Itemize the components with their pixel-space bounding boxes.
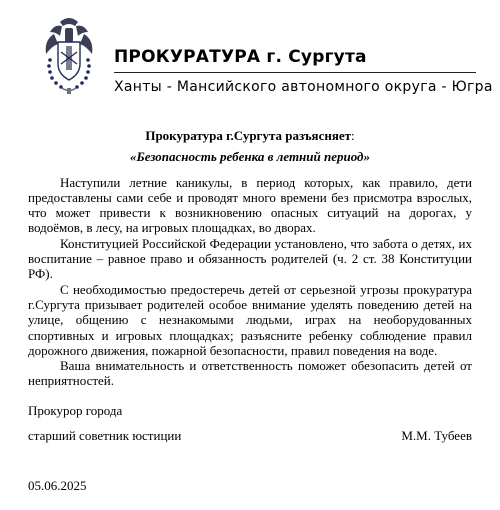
paragraph-4: Ваша внимательность и ответственность поможет обезопасить детей от неприятностей. [28, 358, 472, 389]
region-subtitle: Ханты - Мансийского автономного округа - Югра [114, 79, 493, 95]
document-title-suffix: : [351, 128, 355, 143]
document-subtitle: «Безопасность ребенка в летний период» [129, 149, 370, 165]
prosecutor-emblem-icon [40, 12, 98, 96]
document-body [28, 128, 472, 389]
signature-position-line1: Прокурор города [28, 403, 123, 418]
paragraph-2: Конституцией Российской Федерации установлено, что забота о детях, их воспитание – равное право и обязанность родителей (ч. 2 ст. 38 Конституции РФ). [28, 235, 472, 282]
header-divider [114, 72, 476, 73]
signature-block [28, 428, 472, 444]
document-date: 05.06.2025 [28, 478, 87, 493]
paragraph-3: С необходимостью предостеречь детей от серьезной угрозы прокуратура г.Сургута призывает родителей особое внимание уделять поведению детей на улице, общению с незнакомыми людьми, играх на необорудованных спортивных и игровых площадках; разъясните ребенку соблюдение правил дорожного движения, пожарной безопасности, правил поведения на воде. [28, 281, 472, 358]
document-title [28, 128, 472, 143]
letterhead [0, 0, 500, 110]
signature-name: М.М. Тубеев [401, 428, 472, 443]
document-title-text: Прокуратура г.Сургута разъясняет [145, 128, 352, 143]
organization-title: ПРОКУРАТУРА г. Сургута [114, 47, 367, 67]
signature-position-line2: старший советник юстиции [28, 428, 182, 443]
paragraph-1: Наступили летние каникулы, в период которых, как правило, дети предоставлены сами себе и проводят много времени без присмотра взрослых, что может привести к возникновению опасных ситуаций на дорогах, у водоёмов, в лесу, на игровых площадках, во дворах. [28, 174, 472, 236]
